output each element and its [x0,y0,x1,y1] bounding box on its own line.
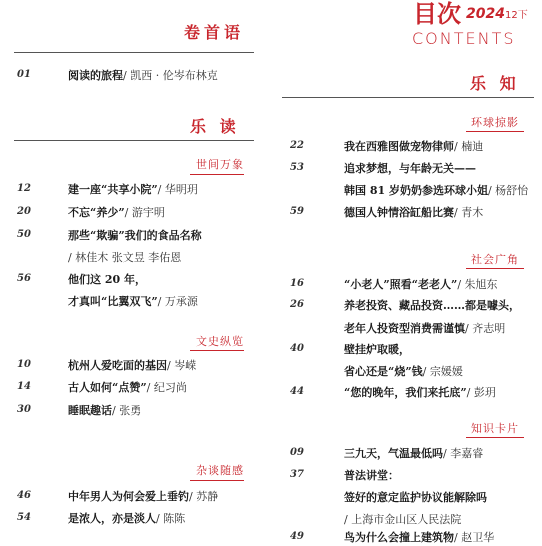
list-item[interactable] [344,297,520,313]
item-title: 那些“欺骗”我们的食品名称 [68,229,202,242]
item-author: / 苏静 [189,490,219,503]
item-title-line2: 老年人投资型消费需谨慎 [344,322,465,335]
item-author: / 上海市金山区人民法院 [344,513,462,526]
subsection-line [190,350,244,351]
item-author: / 凯西 · 伦岑布林克 [123,69,218,82]
item-number: 30 [17,404,31,415]
section-heading-lezhi: 乐 知 [470,74,520,93]
subsection-label: 世间万象 [196,158,244,171]
list-item-continued [344,511,461,527]
list-item[interactable] [344,138,483,154]
list-item[interactable] [68,271,146,287]
item-number: 10 [17,359,31,370]
subsection-line [466,437,524,438]
item-title: 养老投资、藏品投资……都是噱头， [344,299,520,312]
list-item[interactable] [344,467,399,483]
item-title-line2: 签好的意定监护协议能解除吗 [344,491,487,504]
list-item-continued [344,182,528,198]
item-number: 59 [290,206,304,217]
section-heading-ledu: 乐 读 [190,117,240,136]
item-number: 40 [290,343,304,354]
item-number: 16 [290,278,304,289]
section-rule [14,140,254,141]
item-title: 杭州人爱吃面的基因 [68,359,167,372]
list-item[interactable] [344,276,498,292]
item-title: 他们这 20 年， [68,273,146,286]
item-author: / 张勇 [112,404,142,417]
item-number: 14 [17,381,31,392]
item-number: 22 [290,140,304,151]
list-item[interactable] [68,402,141,418]
item-number: 37 [290,469,304,480]
item-title: “您的晚年，我们来托底” [344,386,467,399]
item-author: / 游宇明 [124,206,165,219]
preface-rule [14,52,254,53]
list-item-author-line [68,249,181,265]
preface-heading: 卷首语 [184,23,245,42]
item-title: 是浓人，亦是淡人 [68,512,156,525]
list-item[interactable] [68,204,165,220]
item-author: / 岑嵘 [167,359,197,372]
item-title: 德国人钟情浴缸船比赛 [344,206,454,219]
item-number: 56 [17,273,31,284]
item-number: 12 [17,183,31,194]
subsection-label: 环球掠影 [471,116,519,129]
list-item-continued [68,293,198,309]
list-item[interactable] [68,510,185,526]
item-number: 26 [290,299,304,310]
item-number: 20 [17,206,31,217]
item-author: / 纪习尚 [146,381,187,394]
item-number: 01 [17,69,31,80]
item-title: 中年男人为何会爱上垂钓 [68,490,189,503]
item-number: 44 [290,386,304,397]
item-title: 不忘“养少” [68,206,125,219]
subsection-label: 知识卡片 [471,422,519,435]
list-item[interactable] [344,204,483,220]
item-number: 09 [290,447,304,458]
item-title: 壁挂炉取暖， [344,343,410,356]
list-item[interactable] [344,160,476,176]
item-title-line2: 省心还是“烧”钱 [344,365,423,378]
item-author: / 陈陈 [156,512,186,525]
item-author: / 李嘉睿 [443,447,484,460]
item-title: 普法讲堂： [344,469,399,482]
item-title: 追求梦想，与年龄无关—— [344,162,476,175]
list-item[interactable] [68,227,202,243]
item-author: / 赵卫华 [454,531,495,544]
item-title: 睡眠趣话 [68,404,112,417]
issue-number: 12下 [505,10,528,21]
item-author: / 杨舒怡 [487,184,529,197]
item-number: 46 [17,490,31,501]
list-item[interactable] [68,488,218,504]
item-number: 49 [290,531,304,542]
list-item[interactable] [344,445,483,461]
list-item[interactable] [68,357,196,373]
subsection-line [190,174,244,175]
list-item[interactable] [344,529,494,545]
subsection-line [466,131,524,132]
mulu-title: 目次 [413,0,461,28]
subsection-line [190,480,244,481]
list-item[interactable] [68,181,198,197]
item-author: / 华明玥 [157,183,198,196]
issue-year: 2024 [466,6,505,22]
section-rule [282,97,534,98]
item-number: 53 [290,162,304,173]
list-item[interactable] [68,67,218,83]
item-author: / 万承源 [157,295,198,308]
item-title: “小老人”照看“老老人” [344,278,458,291]
item-author: / 楠迪 [454,140,484,153]
item-author: / 宗媛媛 [422,365,463,378]
list-item[interactable] [344,384,496,400]
item-number: 54 [17,512,31,523]
item-number: 50 [17,229,31,240]
item-author: / 朱旭东 [457,278,498,291]
item-title: 阅读的旅程 [68,69,123,82]
item-title: 鸟为什么会撞上建筑物 [344,531,454,544]
item-author: / 青木 [454,206,484,219]
item-title: 建一座“共享小院” [68,183,158,196]
item-author: / 林佳木 张文昱 李佑恩 [68,251,182,264]
item-title: 古人如何“点赞” [68,381,147,394]
list-item[interactable] [68,379,187,395]
item-author: / 齐志明 [465,322,506,335]
list-item-continued [344,320,505,336]
item-author: / 彭玥 [466,386,496,399]
item-title-line2: 才真叫“比翼双飞” [68,295,158,308]
list-item-continued [344,363,463,379]
item-title: 我在西雅图做宠物律师 [344,140,454,153]
subsection-line [466,268,524,269]
list-item-continued [344,489,487,505]
subsection-label: 社会广角 [471,253,519,266]
item-title-line2: 韩国 81 岁奶奶参选环球小姐 [344,184,488,197]
list-item[interactable] [344,341,410,357]
contents-label: CONTENTS [412,29,516,48]
subsection-label: 杂谈随感 [196,464,244,477]
item-title: 三九天，气温最低吗 [344,447,443,460]
subsection-label: 文史纵览 [196,335,244,348]
